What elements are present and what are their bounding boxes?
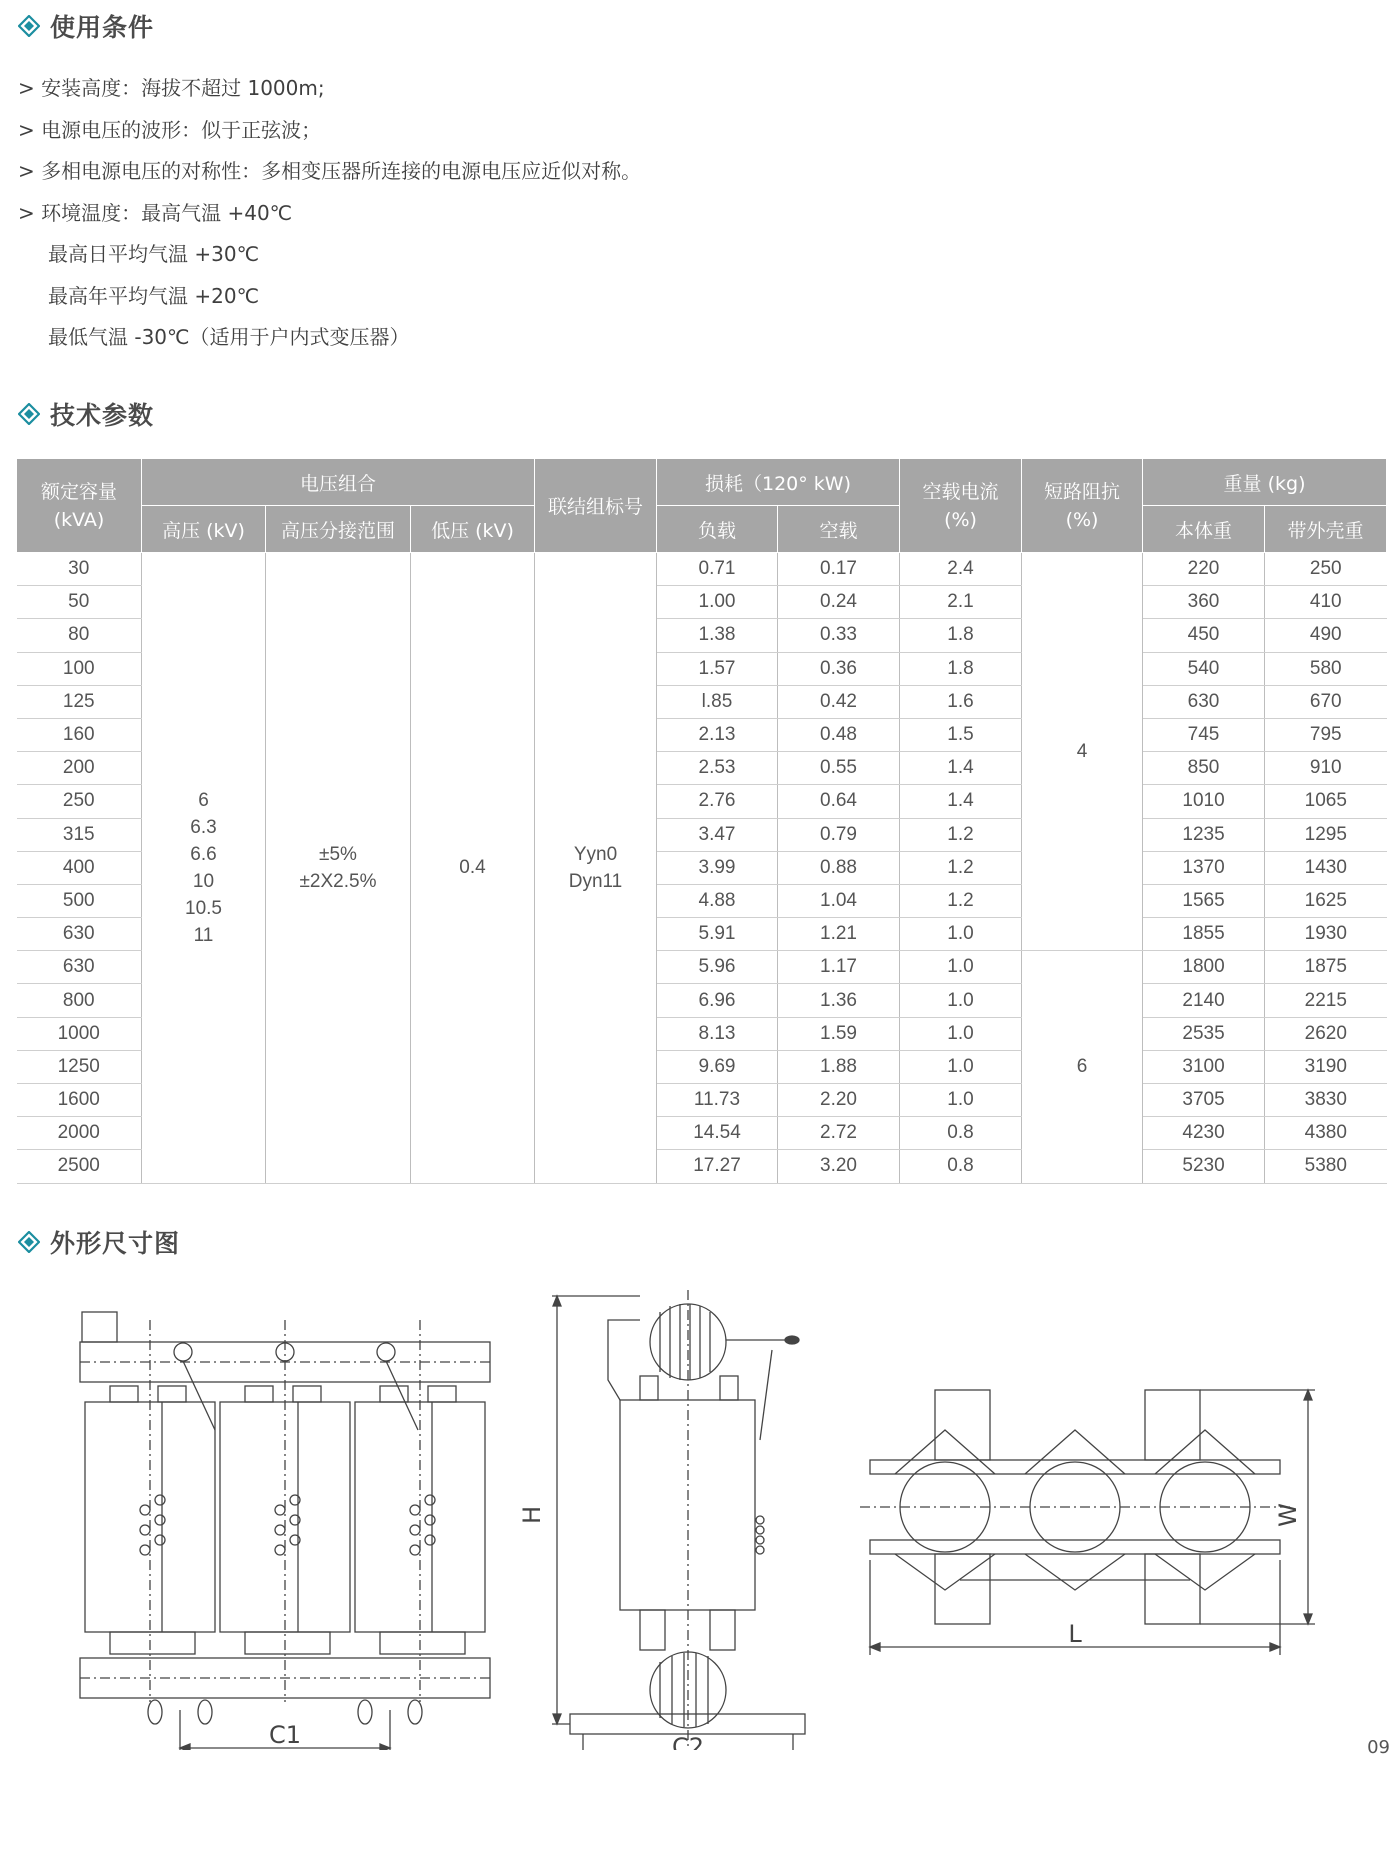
- table-cell: 1.6: [900, 685, 1022, 718]
- table-cell: 4230: [1143, 1117, 1265, 1150]
- merged-cell-impedance: 6: [1022, 951, 1143, 1183]
- table-cell: 0.71: [657, 553, 778, 586]
- table-cell: 1.5: [900, 718, 1022, 751]
- table-cell: 100: [17, 652, 142, 685]
- header-vector-group: 联结组标号: [535, 459, 657, 553]
- table-cell: 400: [17, 851, 142, 884]
- condition-item: 最高日平均气温 +30℃: [48, 242, 260, 266]
- table-cell: 800: [17, 984, 142, 1017]
- table-cell: 1930: [1265, 918, 1387, 951]
- dimension-label-w: W: [1274, 1503, 1302, 1527]
- dimension-label-l: L: [1068, 1620, 1082, 1648]
- table-cell: 2620: [1265, 1017, 1387, 1050]
- table-cell: 1800: [1143, 951, 1265, 984]
- table-cell: 5.91: [657, 918, 778, 951]
- spec-table-body: [17, 553, 1387, 1184]
- table-cell: 0.48: [778, 718, 900, 751]
- table-cell: 1.8: [900, 619, 1022, 652]
- table-cell: 1.4: [900, 785, 1022, 818]
- table-cell: 745: [1143, 718, 1265, 751]
- table-cell: 17.27: [657, 1150, 778, 1183]
- table-cell: 540: [1143, 652, 1265, 685]
- table-cell: 2.20: [778, 1084, 900, 1117]
- table-cell: l.85: [657, 685, 778, 718]
- table-cell: 500: [17, 884, 142, 917]
- merged-cell-lv: 0.4: [411, 553, 535, 1184]
- table-cell: 630: [17, 918, 142, 951]
- table-cell: 50: [17, 586, 142, 619]
- table-cell: 1.2: [900, 818, 1022, 851]
- section-title-dimensions: [18, 1222, 180, 1262]
- table-cell: 4.88: [657, 884, 778, 917]
- table-cell: 1.21: [778, 918, 900, 951]
- dimension-label-c2: C2: [671, 1733, 705, 1750]
- table-cell: 5.96: [657, 951, 778, 984]
- table-row: [17, 553, 1387, 586]
- header-lv: 低压 (kV): [411, 506, 535, 553]
- table-cell: 1565: [1143, 884, 1265, 917]
- table-cell: 11.73: [657, 1084, 778, 1117]
- table-cell: 360: [1143, 586, 1265, 619]
- table-cell: 250: [17, 785, 142, 818]
- table-cell: 250: [1265, 553, 1387, 586]
- header-impedance: 短路阻抗 (%): [1022, 459, 1143, 553]
- table-cell: 1370: [1143, 851, 1265, 884]
- table-cell: 2.53: [657, 752, 778, 785]
- table-cell: 630: [17, 951, 142, 984]
- table-cell: 2215: [1265, 984, 1387, 1017]
- table-cell: 0.79: [778, 818, 900, 851]
- table-cell: 450: [1143, 619, 1265, 652]
- table-cell: 3100: [1143, 1050, 1265, 1083]
- table-cell: 1.4: [900, 752, 1022, 785]
- table-cell: 0.55: [778, 752, 900, 785]
- table-cell: 910: [1265, 752, 1387, 785]
- table-cell: 1.36: [778, 984, 900, 1017]
- table-cell: 0.17: [778, 553, 900, 586]
- section-title-params: [18, 394, 154, 434]
- section-title-conditions: [18, 6, 154, 46]
- table-cell: 0.64: [778, 785, 900, 818]
- table-cell: 1.0: [900, 1084, 1022, 1117]
- table-cell: 220: [1143, 553, 1265, 586]
- table-cell: 0.36: [778, 652, 900, 685]
- section-title-text: 技术参数: [50, 401, 155, 430]
- table-cell: 1.00: [657, 586, 778, 619]
- table-cell: 1.17: [778, 951, 900, 984]
- table-cell: 410: [1265, 586, 1387, 619]
- table-cell: 1000: [17, 1017, 142, 1050]
- table-cell: 2.13: [657, 718, 778, 751]
- table-cell: 0.8: [900, 1117, 1022, 1150]
- diamond-icon: [18, 15, 40, 37]
- table-cell: 1065: [1265, 785, 1387, 818]
- section-title-text: 外形尺寸图: [50, 1229, 181, 1258]
- table-cell: 8.13: [657, 1017, 778, 1050]
- top-view-drawing: [860, 1390, 1315, 1655]
- table-cell: 1.0: [900, 1017, 1022, 1050]
- table-cell: 3.47: [657, 818, 778, 851]
- diamond-icon: [18, 403, 40, 425]
- table-cell: 1.0: [900, 918, 1022, 951]
- table-cell: 4380: [1265, 1117, 1387, 1150]
- page-number: 09: [1367, 1737, 1390, 1758]
- table-cell: 1250: [17, 1050, 142, 1083]
- table-cell: 1600: [17, 1084, 142, 1117]
- table-cell: 580: [1265, 652, 1387, 685]
- condition-item: > 多相电源电压的对称性：多相变压器所连接的电源电压应近似对称。: [18, 159, 642, 183]
- header-weight: 重量 (kg): [1143, 459, 1387, 506]
- header-capacity: 额定容量 (kVA): [17, 459, 142, 553]
- table-cell: 1.88: [778, 1050, 900, 1083]
- table-cell: 795: [1265, 718, 1387, 751]
- dimension-label-h: H: [518, 1505, 546, 1525]
- header-load: 负载: [657, 506, 778, 553]
- header-voltage-group: 电压组合: [142, 459, 535, 506]
- dimension-label-c1: C1: [268, 1721, 302, 1749]
- header-housing-weight: 带外壳重: [1265, 506, 1387, 553]
- table-cell: 80: [17, 619, 142, 652]
- condition-item: 最低气温 -30℃（适用于户内式变压器）: [48, 325, 410, 349]
- table-cell: 0.24: [778, 586, 900, 619]
- table-cell: 1.57: [657, 652, 778, 685]
- table-cell: 1875: [1265, 951, 1387, 984]
- table-cell: 850: [1143, 752, 1265, 785]
- table-cell: 1.2: [900, 851, 1022, 884]
- table-cell: 1010: [1143, 785, 1265, 818]
- table-cell: 30: [17, 553, 142, 586]
- table-cell: 490: [1265, 619, 1387, 652]
- table-cell: 1430: [1265, 851, 1387, 884]
- table-cell: 2000: [17, 1117, 142, 1150]
- table-cell: 0.88: [778, 851, 900, 884]
- conditions-list: [18, 68, 641, 359]
- table-cell: 1.0: [900, 951, 1022, 984]
- dimension-drawings: [0, 1290, 1400, 1758]
- table-cell: 2.76: [657, 785, 778, 818]
- table-cell: 1625: [1265, 884, 1387, 917]
- side-view-drawing: [552, 1290, 805, 1750]
- spec-table: [16, 458, 1387, 1184]
- table-cell: 2.1: [900, 586, 1022, 619]
- condition-item: > 电源电压的波形：似于正弦波；: [18, 117, 322, 142]
- table-cell: 3705: [1143, 1084, 1265, 1117]
- header-noload-current: 空载电流 (%): [900, 459, 1022, 553]
- table-cell: 315: [17, 818, 142, 851]
- table-cell: 1.8: [900, 652, 1022, 685]
- header-body-weight: 本体重: [1143, 506, 1265, 553]
- table-cell: 1235: [1143, 818, 1265, 851]
- table-cell: 1.0: [900, 984, 1022, 1017]
- table-cell: 6.96: [657, 984, 778, 1017]
- merged-cell-vector: Yyn0 Dyn11: [535, 553, 657, 1184]
- table-cell: 1.0: [900, 1050, 1022, 1083]
- diamond-icon: [18, 1231, 40, 1253]
- merged-cell-tap: ±5% ±2X2.5%: [266, 553, 411, 1184]
- header-hv: 高压 (kV): [142, 506, 266, 553]
- table-cell: 1.38: [657, 619, 778, 652]
- table-cell: 1295: [1265, 818, 1387, 851]
- header-loss: 损耗（120° kW): [657, 459, 900, 506]
- table-cell: 0.8: [900, 1150, 1022, 1183]
- condition-item: > 安装高度：海拔不超过 1000m;: [18, 76, 325, 100]
- table-cell: 0.33: [778, 619, 900, 652]
- table-cell: 630: [1143, 685, 1265, 718]
- header-noload: 空载: [778, 506, 900, 553]
- table-cell: 9.69: [657, 1050, 778, 1083]
- table-cell: 200: [17, 752, 142, 785]
- merged-cell-hv: 6 6.3 6.6 10 10.5 11: [142, 553, 266, 1184]
- table-cell: 1.59: [778, 1017, 900, 1050]
- section-title-text: 使用条件: [50, 13, 155, 42]
- header-tap: 高压分接范围: [266, 506, 411, 553]
- drawings-svg: [0, 1290, 1400, 1750]
- table-cell: 5230: [1143, 1150, 1265, 1183]
- front-view-drawing: [80, 1312, 490, 1750]
- table-cell: 14.54: [657, 1117, 778, 1150]
- table-cell: 1.2: [900, 884, 1022, 917]
- table-cell: 3.99: [657, 851, 778, 884]
- table-cell: 5380: [1265, 1150, 1387, 1183]
- table-cell: 2.72: [778, 1117, 900, 1150]
- table-cell: 2500: [17, 1150, 142, 1183]
- merged-cell-impedance: 4: [1022, 553, 1143, 951]
- table-cell: 2.4: [900, 553, 1022, 586]
- table-cell: 125: [17, 685, 142, 718]
- table-cell: 2535: [1143, 1017, 1265, 1050]
- table-cell: 3.20: [778, 1150, 900, 1183]
- table-cell: 670: [1265, 685, 1387, 718]
- condition-item: > 环境温度：最高气温 +40℃: [18, 200, 293, 225]
- table-cell: 3830: [1265, 1084, 1387, 1117]
- table-cell: 1855: [1143, 918, 1265, 951]
- table-cell: 0.42: [778, 685, 900, 718]
- table-cell: 2140: [1143, 984, 1265, 1017]
- table-cell: 3190: [1265, 1050, 1387, 1083]
- table-cell: 1.04: [778, 884, 900, 917]
- table-cell: 160: [17, 718, 142, 751]
- condition-item: 最高年平均气温 +20℃: [48, 283, 260, 308]
